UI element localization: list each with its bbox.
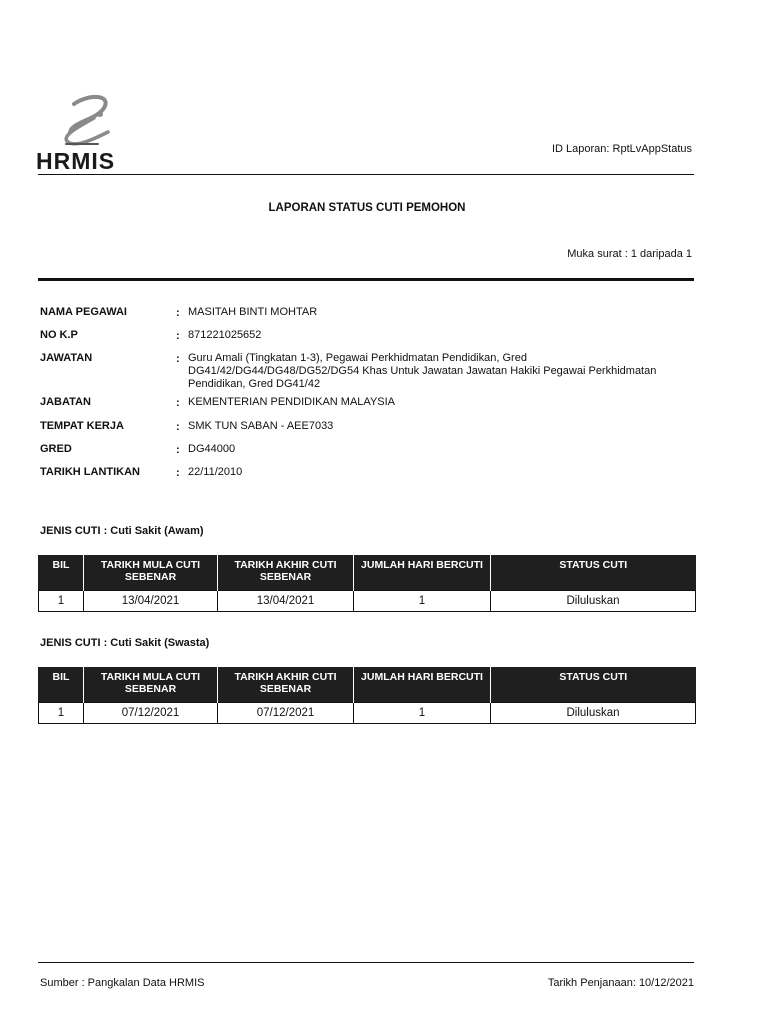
leave-table-public bbox=[38, 555, 696, 612]
column-header-start-date: TARIKH MULA CUTI SEBENAR bbox=[84, 555, 218, 591]
cell-start-date: 07/12/2021 bbox=[84, 703, 218, 724]
info-colon: : bbox=[176, 307, 180, 319]
cell-status: Diluluskan bbox=[491, 591, 696, 612]
info-colon: : bbox=[176, 444, 180, 456]
info-value: KEMENTERIAN PENDIDIKAN MALAYSIA bbox=[188, 396, 396, 408]
report-id: ID Laporan: RptLvAppStatus bbox=[551, 143, 692, 155]
cell-bil: 1 bbox=[39, 703, 84, 724]
cell-end-date: 13/04/2021 bbox=[218, 591, 354, 612]
cell-days: 1 bbox=[354, 703, 491, 724]
table-header-row bbox=[39, 667, 696, 703]
info-colon: : bbox=[176, 421, 180, 433]
column-header-end-date: TARIKH AKHIR CUTI SEBENAR bbox=[218, 555, 354, 591]
footer-generated-date: Tarikh Penjanaan: 10/12/2021 bbox=[547, 977, 694, 989]
column-header-start-date: TARIKH MULA CUTI SEBENAR bbox=[84, 667, 218, 703]
cell-bil: 1 bbox=[39, 591, 84, 612]
info-label: JAWATAN bbox=[40, 352, 93, 364]
leave-table-private bbox=[38, 667, 696, 724]
column-header-days: JUMLAH HARI BERCUTI bbox=[354, 555, 491, 591]
section-title-private-sick-leave: JENIS CUTI : Cuti Sakit (Swasta) bbox=[40, 637, 210, 649]
info-colon: : bbox=[176, 353, 180, 365]
section-title-public-sick-leave: JENIS CUTI : Cuti Sakit (Awam) bbox=[40, 525, 204, 537]
column-header-bil: BIL bbox=[39, 667, 84, 703]
page-title: LAPORAN STATUS CUTI PEMOHON bbox=[268, 202, 466, 214]
table-row bbox=[39, 591, 696, 612]
column-header-bil: BIL bbox=[39, 555, 84, 591]
header-divider bbox=[38, 174, 694, 175]
info-label: GRED bbox=[40, 443, 72, 455]
table-row bbox=[39, 703, 696, 724]
column-header-end-date: TARIKH AKHIR CUTI SEBENAR bbox=[218, 667, 354, 703]
hrmis-swirl-icon bbox=[36, 92, 132, 152]
cell-days: 1 bbox=[354, 591, 491, 612]
table-header-row bbox=[39, 555, 696, 591]
info-value: 871221025652 bbox=[188, 329, 262, 341]
info-label: NAMA PEGAWAI bbox=[40, 306, 127, 318]
footer-source: Sumber : Pangkalan Data HRMIS bbox=[40, 977, 205, 989]
hrmis-logo bbox=[36, 92, 132, 174]
title-divider bbox=[38, 278, 694, 281]
column-header-status: STATUS CUTI bbox=[491, 667, 696, 703]
info-label: NO K.P bbox=[40, 329, 78, 341]
column-header-days: JUMLAH HARI BERCUTI bbox=[354, 667, 491, 703]
cell-start-date: 13/04/2021 bbox=[84, 591, 218, 612]
info-value: MASITAH BINTI MOHTAR bbox=[188, 306, 318, 318]
page-number: Muka surat : 1 daripada 1 bbox=[567, 248, 692, 260]
info-label: TEMPAT KERJA bbox=[40, 420, 124, 432]
info-colon: : bbox=[176, 467, 180, 479]
info-label: JABATAN bbox=[40, 396, 91, 408]
footer-divider bbox=[38, 962, 694, 963]
cell-status: Diluluskan bbox=[491, 703, 696, 724]
info-colon: : bbox=[176, 397, 180, 409]
cell-end-date: 07/12/2021 bbox=[218, 703, 354, 724]
info-colon: : bbox=[176, 330, 180, 342]
info-value: 22/11/2010 bbox=[188, 466, 243, 478]
info-value: SMK TUN SABAN - AEE7033 bbox=[188, 420, 334, 432]
info-label: TARIKH LANTIKAN bbox=[40, 466, 141, 478]
logo-wordmark: HRMIS bbox=[36, 148, 116, 174]
column-header-status: STATUS CUTI bbox=[491, 555, 696, 591]
info-value: Guru Amali (Tingkatan 1-3), Pegawai Perkhidmatan Pendidikan, Gred DG41/42/DG44/DG48/DG52/DG54 Khas Untuk Jawatan Jawatan Hakiki Pegawai Perkhidmatan Pendidikan, Gred DG41/42 bbox=[188, 352, 657, 390]
info-value: DG44000 bbox=[188, 443, 236, 455]
